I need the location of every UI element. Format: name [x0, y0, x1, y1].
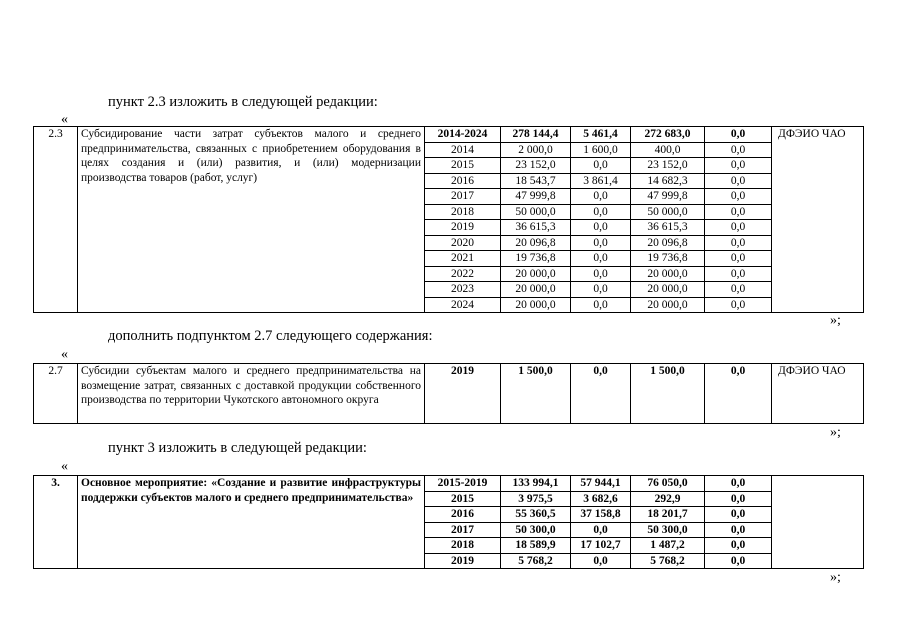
item-description: Основное мероприятие: «Создание и развитие инфраструктуры поддержки субъектов малого и среднего предпринимательства»: [78, 476, 425, 569]
other-cell: 0,0: [705, 364, 772, 424]
period-cell: 2019: [425, 220, 501, 236]
regional-cell: 272 683,0: [631, 127, 705, 143]
total-cell: 50 300,0: [501, 522, 571, 538]
table-row: [34, 364, 864, 424]
federal-cell: 0,0: [571, 364, 631, 424]
federal-cell: 0,0: [571, 282, 631, 298]
regional-cell: 5 768,2: [631, 553, 705, 569]
other-cell: 0,0: [705, 173, 772, 189]
total-cell: 18 589,9: [501, 538, 571, 554]
responsible-executor: [772, 476, 864, 569]
item-number: 2.7: [34, 364, 78, 424]
federal-cell: 0,0: [571, 235, 631, 251]
period-cell: 2014: [425, 142, 501, 158]
total-cell: 20 000,0: [501, 297, 571, 313]
other-cell: 0,0: [705, 297, 772, 313]
period-cell: 2021: [425, 251, 501, 267]
regional-cell: 76 050,0: [631, 476, 705, 492]
federal-cell: 0,0: [571, 553, 631, 569]
period-cell: 2018: [425, 538, 501, 554]
federal-cell: 0,0: [571, 251, 631, 267]
other-cell: 0,0: [705, 476, 772, 492]
federal-cell: 0,0: [571, 189, 631, 205]
federal-cell: 1 600,0: [571, 142, 631, 158]
total-cell: 278 144,4: [501, 127, 571, 143]
period-cell: 2024: [425, 297, 501, 313]
federal-cell: 0,0: [571, 266, 631, 282]
period-cell: 2019: [425, 364, 501, 424]
regional-cell: 36 615,3: [631, 220, 705, 236]
regional-cell: 23 152,0: [631, 158, 705, 174]
regional-cell: 14 682,3: [631, 173, 705, 189]
federal-cell: 0,0: [571, 204, 631, 220]
total-cell: 20 000,0: [501, 266, 571, 282]
federal-cell: 5 461,4: [571, 127, 631, 143]
item-description: Субсидирование части затрат субъектов малого и среднего предпринимательства, связанных с приобретением оборудования в целях создания и (или) развития, и (или) модернизации производства товаров (работ, услуг): [78, 127, 425, 313]
period-cell: 2017: [425, 189, 501, 205]
period-cell: 2018: [425, 204, 501, 220]
regional-cell: 1 487,2: [631, 538, 705, 554]
other-cell: 0,0: [705, 204, 772, 220]
regional-cell: 47 999,8: [631, 189, 705, 205]
other-cell: 0,0: [705, 266, 772, 282]
total-cell: 19 736,8: [501, 251, 571, 267]
other-cell: 0,0: [705, 235, 772, 251]
federal-cell: 0,0: [571, 158, 631, 174]
regional-cell: 20 000,0: [631, 297, 705, 313]
other-cell: 0,0: [705, 220, 772, 236]
period-cell: 2015: [425, 491, 501, 507]
total-cell: 23 152,0: [501, 158, 571, 174]
regional-cell: 18 201,7: [631, 507, 705, 523]
item-description: Субсидии субъектам малого и среднего предпринимательства на возмещение затрат, связанных с доставкой продукции собственного производства по территории Чукотского автономного округа: [78, 364, 425, 424]
federal-cell: 0,0: [571, 297, 631, 313]
other-cell: 0,0: [705, 553, 772, 569]
regional-cell: 19 736,8: [631, 251, 705, 267]
open-quote-1: «: [61, 112, 68, 127]
other-cell: 0,0: [705, 522, 772, 538]
period-cell: 2016: [425, 507, 501, 523]
paragraph-add-2-7: дополнить подпунктом 2.7 следующего содержания:: [108, 328, 433, 344]
regional-cell: 400,0: [631, 142, 705, 158]
open-quote-3: «: [61, 459, 68, 474]
table-item-3: [33, 475, 864, 569]
other-cell: 0,0: [705, 158, 772, 174]
federal-cell: 3 682,6: [571, 491, 631, 507]
table-row: [34, 127, 864, 143]
period-cell: 2022: [425, 266, 501, 282]
federal-cell: 57 944,1: [571, 476, 631, 492]
federal-cell: 17 102,7: [571, 538, 631, 554]
regional-cell: 20 000,0: [631, 282, 705, 298]
other-cell: 0,0: [705, 127, 772, 143]
period-cell: 2015-2019: [425, 476, 501, 492]
total-cell: 18 543,7: [501, 173, 571, 189]
regional-cell: 50 300,0: [631, 522, 705, 538]
total-cell: 55 360,5: [501, 507, 571, 523]
other-cell: 0,0: [705, 491, 772, 507]
total-cell: 133 994,1: [501, 476, 571, 492]
total-cell: 47 999,8: [501, 189, 571, 205]
period-cell: 2023: [425, 282, 501, 298]
total-cell: 2 000,0: [501, 142, 571, 158]
table-item-2-3: [33, 126, 864, 313]
close-quote-3: »;: [830, 570, 841, 585]
total-cell: 20 096,8: [501, 235, 571, 251]
other-cell: 0,0: [705, 507, 772, 523]
responsible-executor: ДФЭИО ЧАО: [772, 364, 864, 424]
regional-cell: 292,9: [631, 491, 705, 507]
period-cell: 2020: [425, 235, 501, 251]
total-cell: 50 000,0: [501, 204, 571, 220]
total-cell: 1 500,0: [501, 364, 571, 424]
federal-cell: 37 158,8: [571, 507, 631, 523]
other-cell: 0,0: [705, 282, 772, 298]
table-item-2-7: [33, 363, 864, 424]
responsible-executor: ДФЭИО ЧАО: [772, 127, 864, 313]
item-number: 3.: [34, 476, 78, 569]
table-row: [34, 476, 864, 492]
total-cell: 36 615,3: [501, 220, 571, 236]
total-cell: 5 768,2: [501, 553, 571, 569]
regional-cell: 20 000,0: [631, 266, 705, 282]
period-cell: 2016: [425, 173, 501, 189]
other-cell: 0,0: [705, 189, 772, 205]
federal-cell: 0,0: [571, 220, 631, 236]
regional-cell: 20 096,8: [631, 235, 705, 251]
total-cell: 3 975,5: [501, 491, 571, 507]
regional-cell: 1 500,0: [631, 364, 705, 424]
paragraph-intro-2-3: пункт 2.3 изложить в следующей редакции:: [108, 94, 378, 110]
close-quote-2: »;: [830, 425, 841, 440]
regional-cell: 50 000,0: [631, 204, 705, 220]
federal-cell: 3 861,4: [571, 173, 631, 189]
other-cell: 0,0: [705, 538, 772, 554]
other-cell: 0,0: [705, 251, 772, 267]
item-number: 2.3: [34, 127, 78, 313]
period-cell: 2019: [425, 553, 501, 569]
period-cell: 2014-2024: [425, 127, 501, 143]
total-cell: 20 000,0: [501, 282, 571, 298]
close-quote-1: »;: [830, 313, 841, 328]
other-cell: 0,0: [705, 142, 772, 158]
open-quote-2: «: [61, 347, 68, 362]
federal-cell: 0,0: [571, 522, 631, 538]
period-cell: 2015: [425, 158, 501, 174]
period-cell: 2017: [425, 522, 501, 538]
paragraph-intro-3: пункт 3 изложить в следующей редакции:: [108, 440, 367, 456]
